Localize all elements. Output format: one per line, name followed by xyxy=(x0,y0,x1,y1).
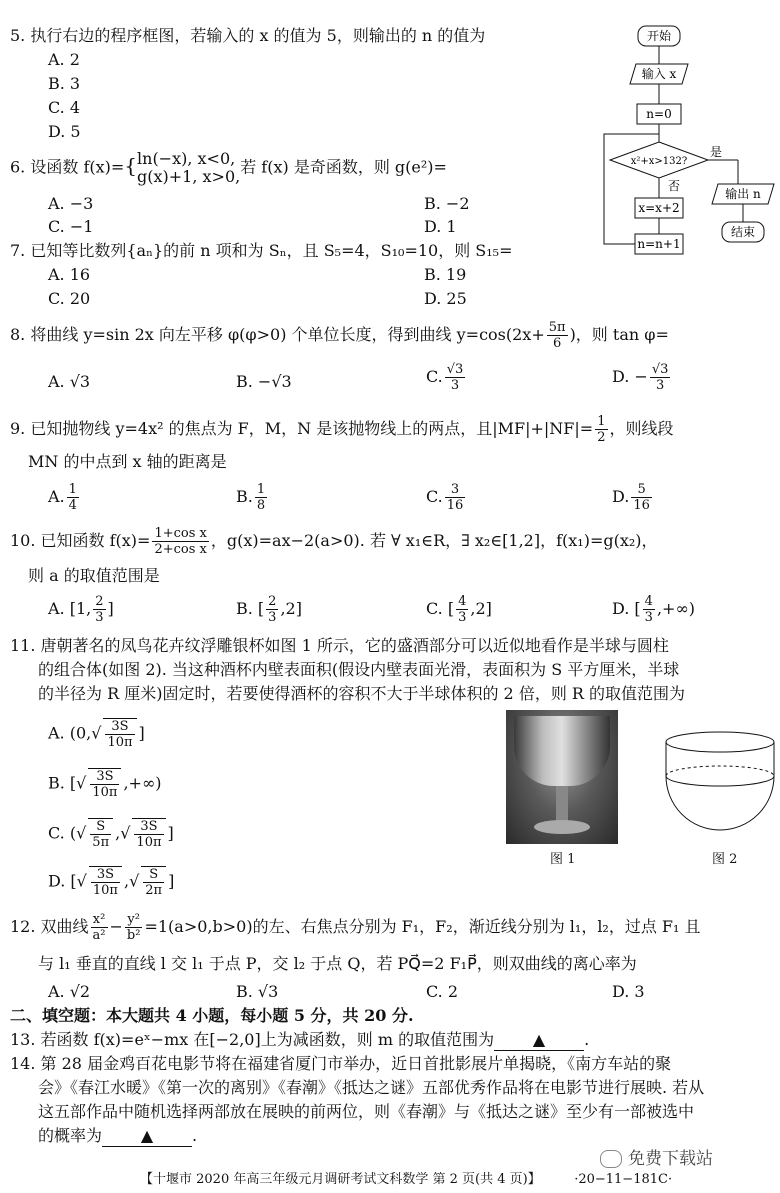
q9-stem: 9. 已知抛物线 y=4x² 的焦点为 F，M，N 是该抛物线上的两点，且|MF|+|NF|= $\frac{1}{2}$ ，则线段 xyxy=(10,414,674,445)
q10-option-d: D. [ $\frac{4}{3}$ ,+∞) xyxy=(612,594,696,625)
q7-option-c: C. 20 xyxy=(48,289,91,308)
q5-stem: 5. 执行右边的程序框图，若输入的 x 的值为 5，则输出的 n 的值为 xyxy=(10,26,486,45)
q7-option-b: B. 19 xyxy=(424,265,467,284)
q9-line2: MN 的中点到 x 轴的距离是 xyxy=(28,452,227,471)
q11-option-a: A. (0,√ $\frac{3S}{10\pi}$ ] xyxy=(48,719,145,750)
flow-start: 开始 xyxy=(646,29,672,43)
q14-line3: 这五部作品中随机选择两部放在展映的前两位，则《春潮》与《抵达之谜》至少有一部被选中 xyxy=(38,1102,695,1121)
q14-line1: 14. 第 28 届金鸡百花电影节将在福建省厦门市举办，近日首批影展片单揭晓，《南方车站的聚 xyxy=(10,1054,672,1073)
flow-step2: n=n+1 xyxy=(637,237,681,251)
section-fill-in-heading: 二、填空题：本大题共 4 小题，每小题 5 分，共 20 分. xyxy=(10,1006,414,1025)
q10-option-b: B. [ $\frac{2}{3}$ ,2] xyxy=(236,594,302,625)
q12-option-c: C. 2 xyxy=(426,982,459,1001)
q11-option-d: D. [√ $\frac{3S}{10\pi}$ ,√ $\frac{S}{2\pi}$ ] xyxy=(48,867,175,898)
flow-init: n=0 xyxy=(646,107,672,121)
wechat-icon xyxy=(600,1150,622,1168)
q12-option-d: D. 3 xyxy=(612,982,645,1001)
flow-yes: 是 xyxy=(710,145,723,159)
q6-option-d: D. 1 xyxy=(424,217,457,236)
figure1-caption: 图 1 xyxy=(550,852,576,867)
flow-no: 否 xyxy=(668,179,681,193)
flow-step1: x=x+2 xyxy=(638,201,680,215)
q7-option-d: D. 25 xyxy=(424,289,467,308)
q11-option-b: B. [√ $\frac{3S}{10\pi}$ ,+∞) xyxy=(48,769,162,800)
q5-option-d: D. 5 xyxy=(48,122,81,141)
q14-line2: 会》《春江水暖》《第一次的离别》《春潮》《抵达之谜》五部优秀作品将在电影节进行展映. 若从 xyxy=(38,1078,705,1097)
q9-option-c: C. $\frac{3}{16}$ xyxy=(426,482,464,513)
q5-option-c: C. 4 xyxy=(48,98,81,117)
q9-option-d: D. $\frac{5}{16}$ xyxy=(612,482,650,513)
flow-condition: x²+x>132? xyxy=(630,156,688,167)
cup-diagram xyxy=(662,728,778,848)
page-footer: 【十堰市 2020 年高三年级元月调研考试文科数学 第 2 页(共 4 页)】 ·20−11−181C· xyxy=(140,1172,673,1187)
q11-line1: 11. 唐朝著名的凤鸟花卉纹浮雕银杯如图 1 所示，它的盛酒部分可以近似地看作是半球与圆柱 xyxy=(10,636,669,655)
q8-stem: 8. 将曲线 y=sin 2x 向左平移 φ(φ>0) 个单位长度，得到曲线 y=cos(2x+ $\frac{5\pi}{6}$ )，则 tan φ= xyxy=(10,320,669,351)
q12-option-b: B. √3 xyxy=(236,982,279,1001)
q14-line4: 的概率为 ▲ . xyxy=(38,1126,198,1145)
q13-answer-blank[interactable]: ▲ xyxy=(494,1030,584,1051)
q11-option-c: C. (√ $\frac{S}{5\pi}$ ,√ $\frac{3S}{10\pi}$ ] xyxy=(48,819,174,850)
q9-option-a: A. $\frac{1}{4}$ xyxy=(48,482,77,513)
q8-option-b: B. −√3 xyxy=(236,372,292,391)
q12-line2: 与 l₁ 垂直的直线 l 交 l₁ 于点 P，交 l₂ 于点 Q，若 PQ⃗=2 F₁P⃗，则双曲线的离心率为 xyxy=(38,954,637,973)
q7-option-a: A. 16 xyxy=(48,265,91,284)
q7-stem: 7. 已知等比数列{aₙ}的前 n 项和为 Sₙ，且 S₅=4，S₁₀=10，则 S₁₅= xyxy=(10,241,513,260)
q6-option-a: A. −3 xyxy=(48,194,94,213)
q10-line2: 则 a 的取值范围是 xyxy=(28,566,160,585)
q5-option-b: B. 3 xyxy=(48,74,81,93)
flow-end: 结束 xyxy=(730,225,756,239)
silver-cup-photo xyxy=(506,710,618,844)
q8-option-d: D. − $\frac{√3}{3}$ xyxy=(612,362,669,393)
figure2-caption: 图 2 xyxy=(712,852,738,867)
q13-stem: 13. 若函数 f(x)=eˣ−mx 在[−2,0]上为减函数，则 m 的取值范围为 ▲ . xyxy=(10,1030,590,1049)
q11-line3: 的半径为 R 厘米)固定时，若要使得酒杯的容积不大于半球体积的 2 倍，则 R 的取值范围为 xyxy=(38,684,686,703)
q11-line2: 的组合体(如图 2). 当这种酒杯内壁表面积(假设内壁表面光滑，表面积为 S 平方厘米，半球 xyxy=(38,660,680,679)
q8-option-a: A. √3 xyxy=(48,372,91,391)
q5-option-a: A. 2 xyxy=(48,50,80,69)
watermark: 免费下载站 xyxy=(600,1144,713,1169)
flow-input: 输入 x xyxy=(641,67,677,81)
q12-option-a: A. √2 xyxy=(48,982,91,1001)
q6-stem: 6. 设函数 f(x)={ ln(−x), x<0, g(x)+1, x>0, 若 f(x) 是奇函数，则 g(e²)= xyxy=(10,149,447,186)
q8-option-c: C. $\frac{√3}{3}$ xyxy=(426,362,464,393)
q10-option-a: A. [1, $\frac{2}{3}$ ] xyxy=(48,594,114,625)
q14-answer-blank[interactable]: ▲ xyxy=(102,1126,192,1147)
q10-stem: 10. 已知函数 f(x)= $\frac{\text{1+cos x}}{\text{2+cos x}}$ ，g(x)=ax−2(a>0). 若 ∀ x₁∈R，∃ x₂∈[1,2]，f(x₁)=g(x₂)， xyxy=(10,526,658,557)
q10-option-c: C. [ $\frac{4}{3}$ ,2] xyxy=(426,594,492,625)
q6-option-c: C. −1 xyxy=(48,217,94,236)
q9-option-b: B. $\frac{1}{8}$ xyxy=(236,482,266,513)
q6-option-b: B. −2 xyxy=(424,194,470,213)
flow-output: 输出 n xyxy=(725,187,761,201)
q12-stem: 12. 双曲线 $\frac{\text{x²}}{\text{a²}}$ − $\frac{\text{y²}}{\text{b²}}$ =1(a>0,b>0)的左、右焦点分别为 F₁，F₂，渐近线分别为 l₁，l₂，过点 F₁ 且 xyxy=(10,912,701,943)
